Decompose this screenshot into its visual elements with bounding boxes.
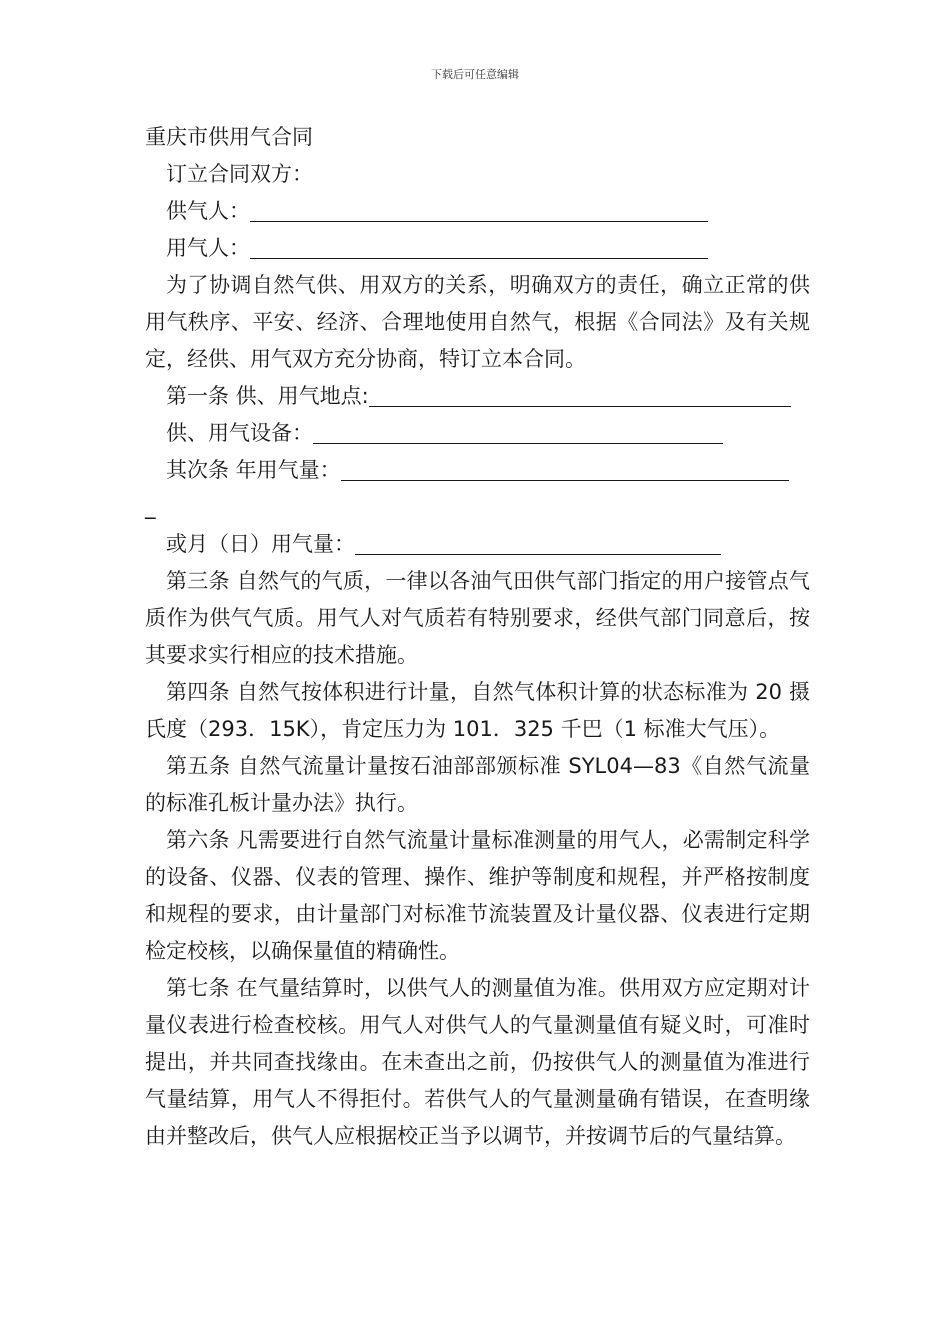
consumer-line [145,230,810,267]
supplier-label: 供气人： [166,199,250,223]
article2-continuation: _ [145,495,156,519]
article5-paragraph: 第五条 自然气流量计量按石油部部颁标准 SYL04—83《自然气流量的标准孔板计量办法》执行。 [145,754,810,815]
header-note: 下载后可任意编辑 [431,68,519,81]
article1-location-line [145,378,810,415]
consumer-blank[interactable] [250,236,708,259]
article6-paragraph: 第六条 凡需要进行自然气流量计量标准测量的用气人，必需制定科学的设备、仪器、仪表的管理、操作、维护等制度和规程，并严格按制度和规程的要求，由计量部门对标准节流装置及计量仪器、仪表进行定期检定校核，以确保量值的精确性。 [145,828,810,963]
article2-monthly-line [145,526,810,563]
article3-paragraph: 第三条 自然气的气质，一律以各油气田供气部门指定的用户接管点气质作为供气气质。用气人对气质若有特别要求，经供气部门同意后，按其要求实行相应的技术措施。 [145,569,810,667]
article4-paragraph: 第四条 自然气按体积进行计量，自然气体积计算的状态标准为 20 摄氏度（293．15K），肯定压力为 101．325 千巴（1 标准大气压）。 [145,680,810,741]
article2-annual-label: 其次条 年用气量： [166,458,341,482]
article1-location-label: 第一条 供、用气地点: [166,384,369,408]
document-title: 重庆市供用气合同 [145,125,313,149]
consumer-label: 用气人： [166,236,250,260]
annual-volume-blank[interactable] [341,458,789,481]
parties-intro: 订立合同双方： [166,162,313,186]
article7-paragraph: 第七条 在气量结算时，以供气人的测量值为准。供用双方应定期对计量仪表进行检查校核。用气人对供气人的气量测量值有疑义时，可准时提出，并共同查找缘由。在未查出之前，仍按供气人的测量值为准进行气量结算，用气人不得拒付。若供气人的气量测量确有错误，在查明缘由并整改后，供气人应根据校正当予以调节，并按调节后的气量结算。 [145,976,810,1148]
article1-equipment-label: 供、用气设备： [166,421,313,445]
supplier-line [145,193,810,230]
monthly-volume-blank[interactable] [355,532,721,555]
article2-annual-line [145,452,810,489]
location-blank[interactable] [369,384,791,407]
article2-monthly-label: 或月（日）用气量： [166,532,355,556]
equipment-blank[interactable] [313,421,723,444]
contract-document [145,119,810,1155]
article1-equipment-line [145,415,810,452]
supplier-blank[interactable] [250,199,708,222]
preamble-paragraph: 为了协调自然气供、用双方的关系，明确双方的责任，确立正常的供用气秩序、平安、经济、合理地使用自然气，根据《合同法》及有关规定，经供、用气双方充分协商，特订立本合同。 [145,273,810,371]
